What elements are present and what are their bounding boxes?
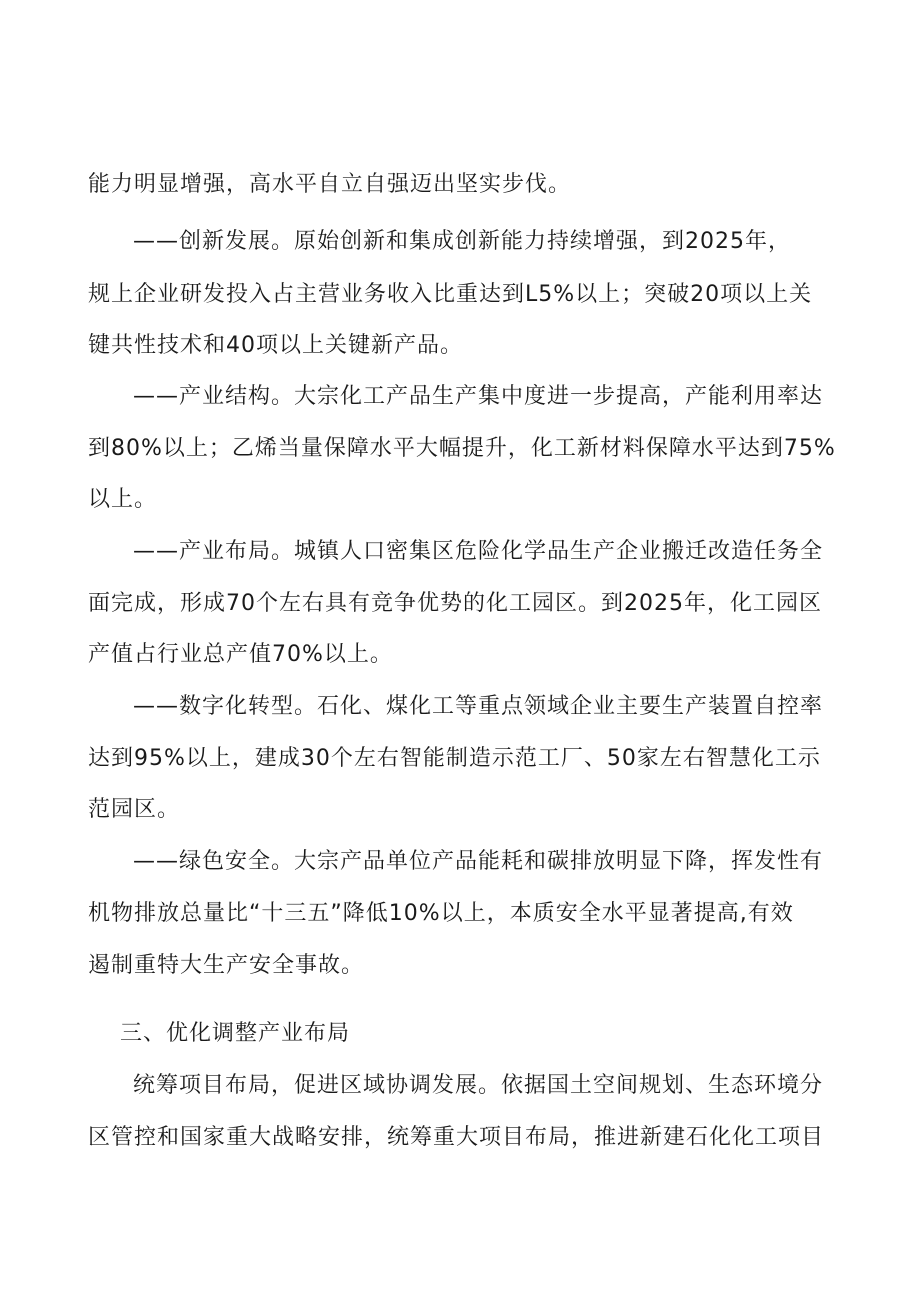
text-line: 规上企业研发投入占主营业务收入比重达到L5%以上；突破20项以上关 xyxy=(88,282,813,307)
text-line: 面完成，形成70个左右具有竞争优势的化工园区。到2025年，化工园区 xyxy=(88,591,822,616)
text-line: ——产业结构。大宗化工产品生产集中度进一步提高，产能利用率达 xyxy=(133,384,824,409)
text-line: 键共性技术和40项以上关键新产品。 xyxy=(88,333,463,358)
text-line: 产值占行业总产值70%以上。 xyxy=(88,642,393,667)
text-line: ——产业布局。城镇人口密集区危险化学品生产企业搬迁改造任务全 xyxy=(133,539,824,564)
section-heading: 三、优化调整产业布局 xyxy=(120,1021,351,1046)
text-line: 能力明显增强，高水平自立自强迈出坚实步伐。 xyxy=(88,172,572,197)
text-line: 达到95%以上，建成30个左右智能制造示范工厂、50家左右智慧化工示 xyxy=(88,746,821,771)
text-line: ——数字化转型。石化、煤化工等重点领域企业主要生产装置自控率 xyxy=(133,694,824,719)
text-line: 范园区。 xyxy=(88,797,181,822)
text-line: ——绿色安全。大宗产品单位产品能耗和碳排放明显下降，挥发性有 xyxy=(133,849,824,874)
text-line: 以上。 xyxy=(88,487,158,512)
text-line: 到80%以上；乙烯当量保障水平大幅提升，化工新材料保障水平达到75% xyxy=(88,436,836,461)
text-line: 遏制重特大生产安全事故。 xyxy=(88,953,365,978)
text-line: 机物排放总量比“十三五”降低10%以上，本质安全水平显著提高,有效 xyxy=(88,901,794,926)
text-line: 统筹项目布局，促进区域协调发展。依据国土空间规划、生态环境分 xyxy=(133,1073,824,1098)
text-line: 区管控和国家重大战略安排，统筹重大项目布局，推进新建石化化工项目 xyxy=(88,1125,825,1150)
text-line: ——创新发展。原始创新和集成创新能力持续增强，到2025年， xyxy=(133,229,791,254)
